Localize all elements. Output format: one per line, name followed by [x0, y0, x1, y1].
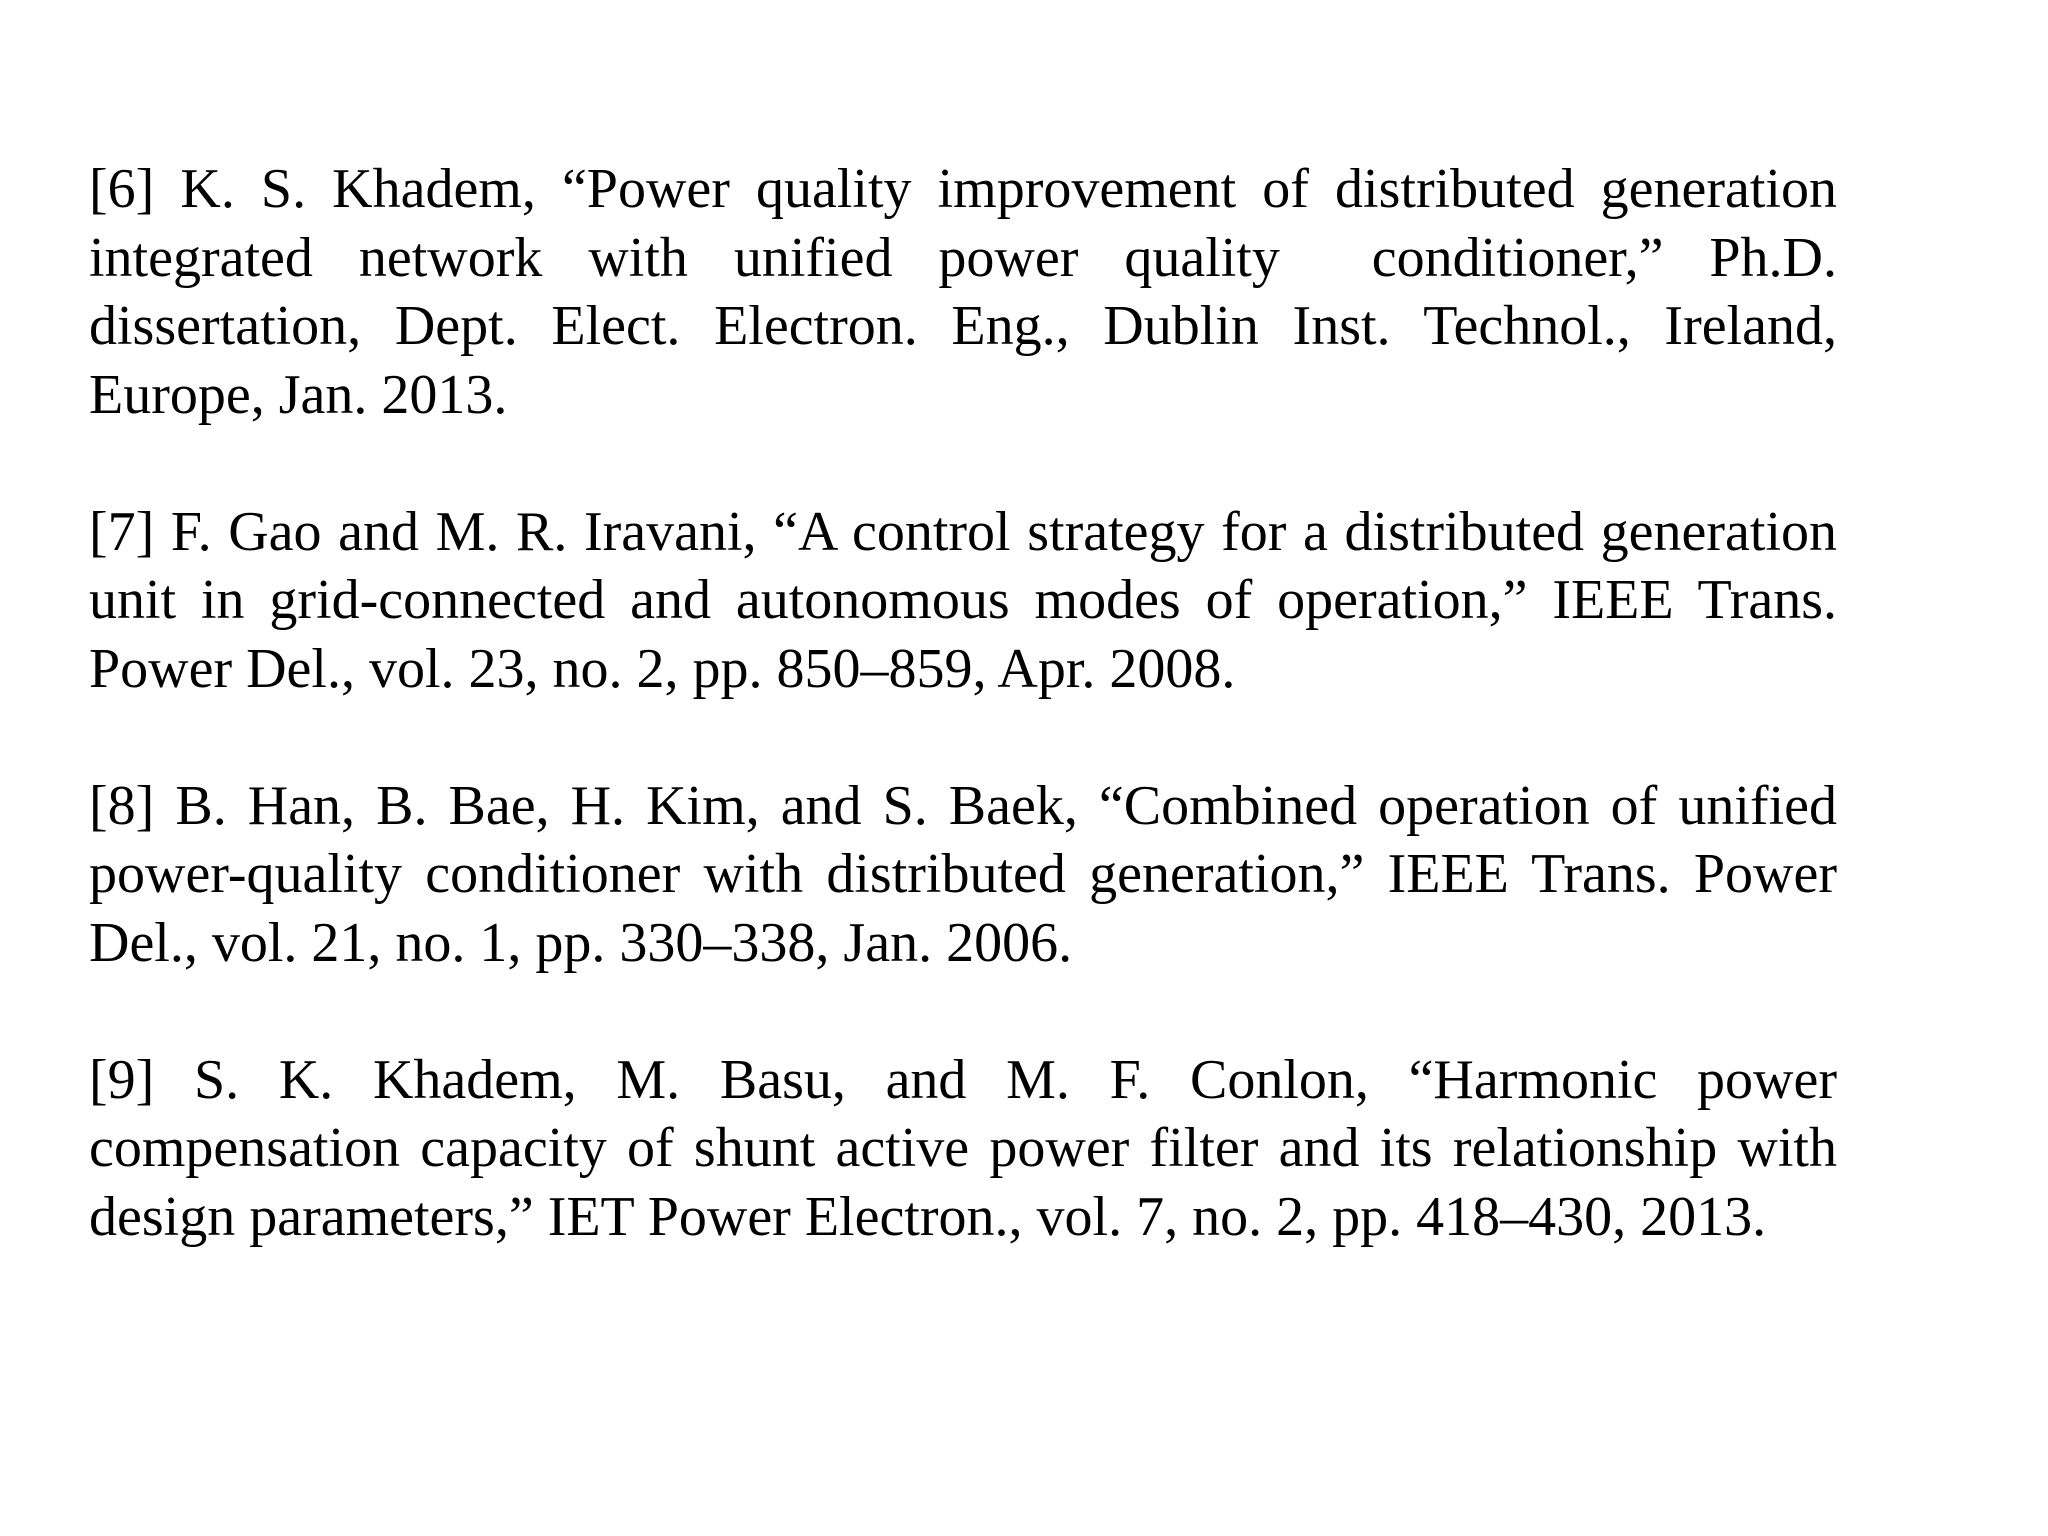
- reference-list: [89, 155, 1851, 1320]
- reference-7: [7] F. Gao and M. R. Iravani, “A control strategy for a distributed generation unit in grid-connected and autonomous modes of operation,” IEEE Trans. Power Del., vol. 23, no. 2, pp. 850–859, Apr. 2008.: [89, 500, 1851, 700]
- reference-6: [6] K. S. Khadem, “Power quality improvement of distributed generation integrated network with unified power quality conditioner,” Ph.D. dissertation, Dept. Elect. Electron. Eng., Dublin Inst. Technol., Ireland, Europe, Jan. 2013.: [89, 158, 1851, 426]
- reference-8: [8] B. Han, B. Bae, H. Kim, and S. Baek, “Combined operation of unified power-quality conditioner with distributed generation,” IEEE Trans. Power Del., vol. 21, no. 1, pp. 330–338, Jan. 2006.: [89, 774, 1851, 974]
- reference-9: [9] S. K. Khadem, M. Basu, and M. F. Conlon, “Harmonic power compensation capacity of shunt active power filter and its relationship with design parameters,” IET Power Electron., vol. 7, no. 2, pp. 418–430, 2013.: [89, 1048, 1851, 1248]
